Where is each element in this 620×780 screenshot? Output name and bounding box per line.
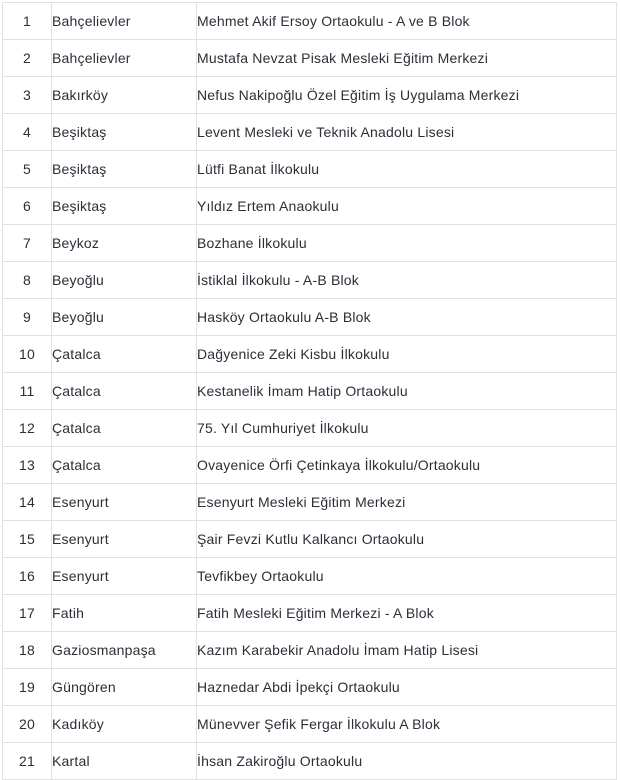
row-number-cell: 11 xyxy=(3,373,52,410)
row-number-cell: 18 xyxy=(3,632,52,669)
district-cell: Güngören xyxy=(52,669,197,706)
school-cell: Haznedar Abdi İpekçi Ortaokulu xyxy=(197,669,617,706)
row-number-cell: 16 xyxy=(3,558,52,595)
table-row xyxy=(3,669,617,706)
district-cell: Beyoğlu xyxy=(52,299,197,336)
table-row xyxy=(3,114,617,151)
school-cell: Esenyurt Mesleki Eğitim Merkezi xyxy=(197,484,617,521)
table-row xyxy=(3,558,617,595)
school-cell: Mustafa Nevzat Pisak Mesleki Eğitim Merkezi xyxy=(197,40,617,77)
district-cell: Çatalca xyxy=(52,373,197,410)
school-cell: Kestanelik İmam Hatip Ortaokulu xyxy=(197,373,617,410)
table-row xyxy=(3,188,617,225)
row-number-cell: 1 xyxy=(3,3,52,40)
school-cell: 75. Yıl Cumhuriyet İlkokulu xyxy=(197,410,617,447)
district-cell: Kartal xyxy=(52,743,197,780)
school-cell: Lütfi Banat İlkokulu xyxy=(197,151,617,188)
row-number-cell: 20 xyxy=(3,706,52,743)
table-row xyxy=(3,521,617,558)
school-cell: Yıldız Ertem Anaokulu xyxy=(197,188,617,225)
district-cell: Gaziosmanpaşa xyxy=(52,632,197,669)
school-cell: Hasköy Ortaokulu A-B Blok xyxy=(197,299,617,336)
row-number-cell: 6 xyxy=(3,188,52,225)
row-number-cell: 4 xyxy=(3,114,52,151)
row-number-cell: 13 xyxy=(3,447,52,484)
school-cell: İstiklal İlkokulu - A-B Blok xyxy=(197,262,617,299)
school-cell: Münevver Şefik Fergar İlkokulu A Blok xyxy=(197,706,617,743)
table-row xyxy=(3,373,617,410)
row-number-cell: 7 xyxy=(3,225,52,262)
district-cell: Beşiktaş xyxy=(52,114,197,151)
table-row xyxy=(3,262,617,299)
row-number-cell: 15 xyxy=(3,521,52,558)
table-row xyxy=(3,595,617,632)
table-row xyxy=(3,447,617,484)
table-row xyxy=(3,151,617,188)
row-number-cell: 19 xyxy=(3,669,52,706)
row-number-cell: 9 xyxy=(3,299,52,336)
school-cell: Nefus Nakipoğlu Özel Eğitim İş Uygulama Merkezi xyxy=(197,77,617,114)
row-number-cell: 17 xyxy=(3,595,52,632)
row-number-cell: 21 xyxy=(3,743,52,780)
table-row xyxy=(3,743,617,780)
school-cell: Kazım Karabekir Anadolu İmam Hatip Lisesi xyxy=(197,632,617,669)
school-cell: Mehmet Akif Ersoy Ortaokulu - A ve B Blok xyxy=(197,3,617,40)
district-cell: Esenyurt xyxy=(52,558,197,595)
district-cell: Beykoz xyxy=(52,225,197,262)
schools-table xyxy=(2,2,617,780)
school-cell: Bozhane İlkokulu xyxy=(197,225,617,262)
row-number-cell: 5 xyxy=(3,151,52,188)
table-row xyxy=(3,484,617,521)
district-cell: Çatalca xyxy=(52,447,197,484)
district-cell: Bahçelievler xyxy=(52,40,197,77)
school-cell: Şair Fevzi Kutlu Kalkancı Ortaokulu xyxy=(197,521,617,558)
school-cell: Ovayenice Örfi Çetinkaya İlkokulu/Ortaokulu xyxy=(197,447,617,484)
school-cell: Dağyenice Zeki Kisbu İlkokulu xyxy=(197,336,617,373)
table-row xyxy=(3,77,617,114)
table-row xyxy=(3,40,617,77)
district-cell: Beşiktaş xyxy=(52,188,197,225)
district-cell: Fatih xyxy=(52,595,197,632)
district-cell: Bahçelievler xyxy=(52,3,197,40)
district-cell: Kadıköy xyxy=(52,706,197,743)
row-number-cell: 8 xyxy=(3,262,52,299)
row-number-cell: 12 xyxy=(3,410,52,447)
table-row xyxy=(3,225,617,262)
row-number-cell: 2 xyxy=(3,40,52,77)
row-number-cell: 10 xyxy=(3,336,52,373)
district-cell: Çatalca xyxy=(52,410,197,447)
school-cell: Tevfikbey Ortaokulu xyxy=(197,558,617,595)
school-cell: İhsan Zakiroğlu Ortaokulu xyxy=(197,743,617,780)
table-row xyxy=(3,299,617,336)
row-number-cell: 3 xyxy=(3,77,52,114)
district-cell: Esenyurt xyxy=(52,484,197,521)
table-row xyxy=(3,410,617,447)
school-cell: Fatih Mesleki Eğitim Merkezi - A Blok xyxy=(197,595,617,632)
district-cell: Beyoğlu xyxy=(52,262,197,299)
school-cell: Levent Mesleki ve Teknik Anadolu Lisesi xyxy=(197,114,617,151)
district-cell: Beşiktaş xyxy=(52,151,197,188)
schools-table-body xyxy=(3,3,617,780)
row-number-cell: 14 xyxy=(3,484,52,521)
district-cell: Esenyurt xyxy=(52,521,197,558)
table-row xyxy=(3,336,617,373)
table-row xyxy=(3,632,617,669)
table-row xyxy=(3,706,617,743)
district-cell: Bakırköy xyxy=(52,77,197,114)
table-row xyxy=(3,3,617,40)
district-cell: Çatalca xyxy=(52,336,197,373)
